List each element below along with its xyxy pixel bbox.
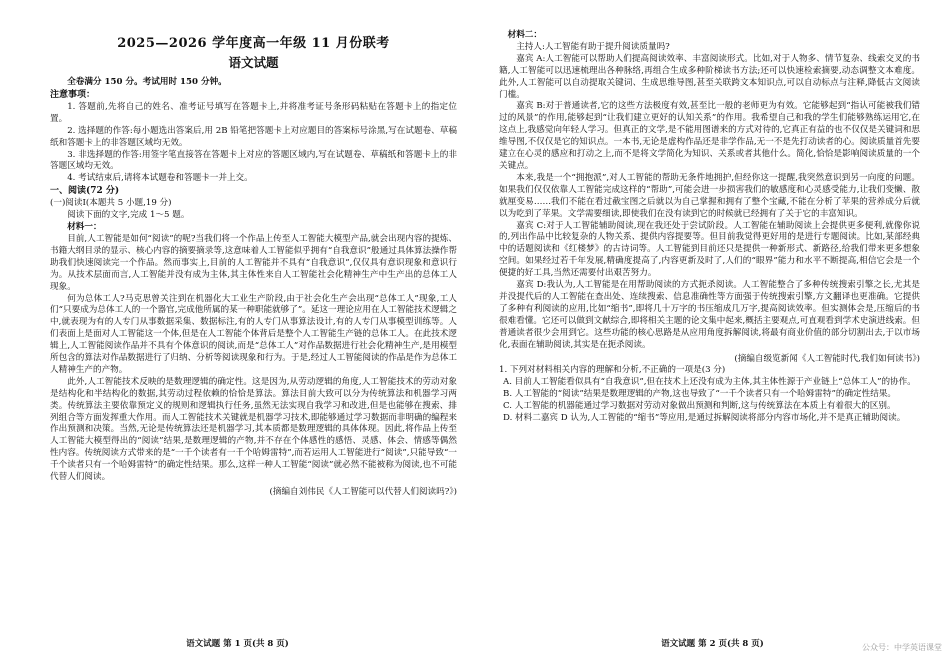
exam-title: 2025—2026 学年度高一年级 11 月份联考 — [117, 36, 390, 51]
notice-item: 3. 非选择题的作答:用签字笔直接答在答题卡上对应的答题区域内,写在试题卷、草稿纸和答题卡上的非答题区域均无效。 — [50, 149, 457, 172]
source-citation: (摘编自级览新闻《人工智能时代,我们如何读书》) — [734, 354, 920, 365]
guest-paragraph: 本来,我是一个“拥抱派”,对人工智能的帮助无条件地拥护,但经你这一提醒,我突然意识到另一向度的问题。如果我们仅仅依靠人工智能完成这样的“帮助”,可能会进一步损害我们的敏感度和心灵感受能力,让我们变懒、散就厘变易……我们不能在看过截宝图之后就以为自己掌握和拥有了整个宝藏,不能在分析了苹果的营养成分后就以为吃到了苹果。文学需要细读,即使我们在没有读到它的时候就已经拥有了关于它的丰富知识。 — [499, 172, 920, 219]
option-d: D. 材料二嘉宾 D 认为,人工智能的“缩书”等应用,是通过拆解阅读将部分内容市场化,并不是真正辅助阅读。 — [503, 413, 906, 424]
guest-paragraph: 嘉宾 A:人工智能可以帮助人们提高阅读效率、丰富阅读形式。比如,对于人物多、情节复杂、线索交叉的书籍,人工智能可以迅速梳理出各种脉络,再组合生成多种阶梯读书方法;还可以快速检索摘要,动态调整文本难度。此外,人工智能可以自动提取关键词、生成思维导图,甚至关联跨文本知识点,可以自动标点与注释,降低古文阅读门槛。 — [499, 53, 920, 100]
source-citation: (摘编自刘伟民《人工智能可以代替人们阅读吗?》) — [269, 487, 457, 497]
passage-paragraph: 何为总体工人?马克思曾关注到在机器化大工业生产阶段,由于社会化生产会出现“总体工人”现象,工人们“只要成为总体工人的一个器官,完成他所属的某一种职能就够了”。延这一理论应用在人工智能技术逻辑之中,就表现为有的人专门从事数据采集、数据标注,有的人专门从事算法设计,有的人专门从事模型训练等。人们表面上是面对人工智能这一个体,但是在人工智能个体背后是整个人工智能生产链的总体工人。在此技术逻辑上,人工智能阅读作品并不具有个体意识的阅读,而是“总体工人”对作品数据进行社会化精神生产,是用模型所包含的算法对作品数据进行了归纳、分析等阅读现象和行为。于是,经过人工智能阅读的作品是作为总体工人精神生产的产物。 — [50, 293, 457, 375]
option-b: B. 人工智能的“阅读”结果是数理逻辑的产物,这也导致了“一千个读者只有一个哈姆雷特”的确定性结果。 — [503, 389, 897, 400]
option-c: C. 人工智能的机器能通过学习数据对劳动对象做出预测和判断,这与传统算法在本质上有着很大的区别。 — [503, 401, 896, 412]
section-heading: 一、阅读(72 分) — [50, 186, 120, 197]
notice-heading: 注意事项： — [50, 89, 96, 100]
page-right — [475, 0, 950, 659]
guest-paragraph: 嘉宾 D:我认为,人工智能是在用帮助阅读的方式扼杀阅读。人工智能整合了多种传统搜索引擎之长,尤其是并没提代后的人工智能在查出处、连续搜索、信息准确性等方面强于传统搜索引擎,方文翻译也更准确。它提供了多种有利阅读的应用,比如“缩书”,即将几十万字的书压缩成几万字,提高阅读效率。但实测体会是,压缩后的书很难看懂。它还可以做到文献综合,即将相关主题的论文集中起来,概括主要观点,可直观看到学术史演进线索。但普通读者很少会用到它。这些功能的核心思路是从应用角度拆解阅读,将最有商业价值的部分切割出去,于以市场化,表面在辅助阅读,其实是在扼杀阅读。 — [499, 280, 920, 350]
subsection-heading: (一)阅读Ⅰ(本题共 5 小题,19 分) — [50, 198, 172, 209]
notice-item: 2. 选择题的作答:每小题选出答案后,用 2B 铅笔把答题卡上对应题目的答案标号涂黑,写在试题卷、草稿纸和答题卡上的非答题区域均无效。 — [50, 125, 457, 148]
guest-paragraph: 嘉宾 B:对于普通读者,它的这些方法极度有效,甚至比一般的老师更为有效。它能够起到“指认可能被我们错过的风景”的作用,能够起到“让我们建立更好的认知关系”的作用。我希望自己和我的学生们能够熟练运用它,在这点上,我感觉向年轻人学习。但真正的文学,是不能用图谱来的方式对待的,它真正有益的也不仅仅是关键词和思维导图,不仅仅是它的知识点。一本书,无论是虚构作品还是非学作品,无一不是先打动读者的心。阅读质量首先要建立在心灵的感应和打动之上,而不是将文学简化为知识、关系或者其他什么。简化,恰恰是影响阅读质量的一个关键点。 — [499, 101, 920, 171]
passage-paragraph: 目前,人工智能是如何“阅读”的呢?当我们将一个作品上传至人工智能大模型产品,就会出现内容的提炼、书籍大纲目录的显示、核心内容的摘要摘录等,这意味着人工智能似乎拥有“自我意识”般通过具体算法操作帮助我们快速阅读完一个作品。然而事实上,目前的人工智能并不具有“自我意识”,仅仅具有意识现象和意识行为。从技术层面而言,人工智能并没有成为主体,其主体性来自人工智能社会化精神生产中生产出的总体工人现象。 — [50, 233, 457, 292]
material-label: 材料二： — [507, 30, 542, 40]
watermark: 公众号：中学英语课堂 — [862, 643, 942, 652]
host-question: 主持人:人工智能有助于提升阅读质量吗? — [516, 41, 670, 52]
subject-title: 语文试题 — [228, 55, 279, 70]
material-label: 材料一： — [67, 222, 102, 233]
question-stem: 1. 下列对材料相关内容的理解和分析,不正确的一项是(3 分) — [499, 365, 726, 376]
notice-item: 4. 考试结束后,请将本试题卷和答题卡一并上交。 — [67, 173, 253, 184]
notice-item: 1. 答题前,先将自己的姓名、准考证号填写在答题卡上,并将准考证号条形码粘贴在答题卡上的指定位置。 — [50, 101, 457, 124]
page-footer: 语文试题 第 2 页(共 8 页) — [661, 639, 764, 649]
passage-paragraph: 此外,人工智能技术反映的是数理逻辑的确定性。这是因为,从劳动逻辑的角度,人工智能技术的劳动对象是结构化和半结构化的数据,其劳动过程依赖的恰恰是算法。算法目前大致可以分为传统算法和机器学习两类。传统算法主要依靠预定义的规则和逻辑执行任务,虽然无法实现自我学习和改进,但是也能够在搜索、排列组合等方面发挥重大作用。而人工智能技术关键就是机器学习技术,即能够通过学习数据而非明确的编程来作出预测和决策。当然,无论是传统算法还是机器学习,其本质都是数理逻辑的具体体现。因此,将作品上传至人工智能大模型得出的“阅读”结果,是数理逻辑的产物,并不存在个体感性的感悟、灵感、体会、情感等偶然性内容。传统阅读方式带来的是“一千个读者有一千个哈姆雷特”,而若运用人工智能进行“阅读”,只能导致“一千个读者只有一个哈姆雷特”的确定性结果。那么,这样一种人工智能“阅读”就必然不能被称为阅读,也不可能代替人们阅读。 — [50, 376, 457, 483]
score-time: 全卷满分 150 分。考试用时 150 分钟。 — [67, 77, 227, 87]
guest-paragraph: 嘉宾 C:对于人工智能辅助阅读,现在我还处于尝试阶段。人工智能在辅助阅读上会提供更多便利,就像你说的,列出作品中比较复杂的人物关系、提供内容提要等。但目前我觉得更好用的是进行专题阅读。比如,某部经典中的话题阅读和《红楼梦》的古诗词等。人工智能到目前还只是提供一种新形式、新路径,给我们带来更多想象空间。如果经过若千年发展,精确度提高了,内容更新及时了,人们的“眼界”能力和水平不断提高,相信它会是一个便捷的好工具,当然还需要付出艰苦努力。 — [499, 220, 920, 279]
option-a: A. 目前人工智能看似具有“自我意识”,但在技术上还没有成为主体,其主体性源于产业链上“总体工人”的协作。 — [503, 377, 916, 388]
reading-instruction: 阅读下面的文字,完成 1～5 题。 — [67, 210, 190, 221]
page-footer: 语文试题 第 1 页(共 8 页) — [186, 639, 289, 649]
